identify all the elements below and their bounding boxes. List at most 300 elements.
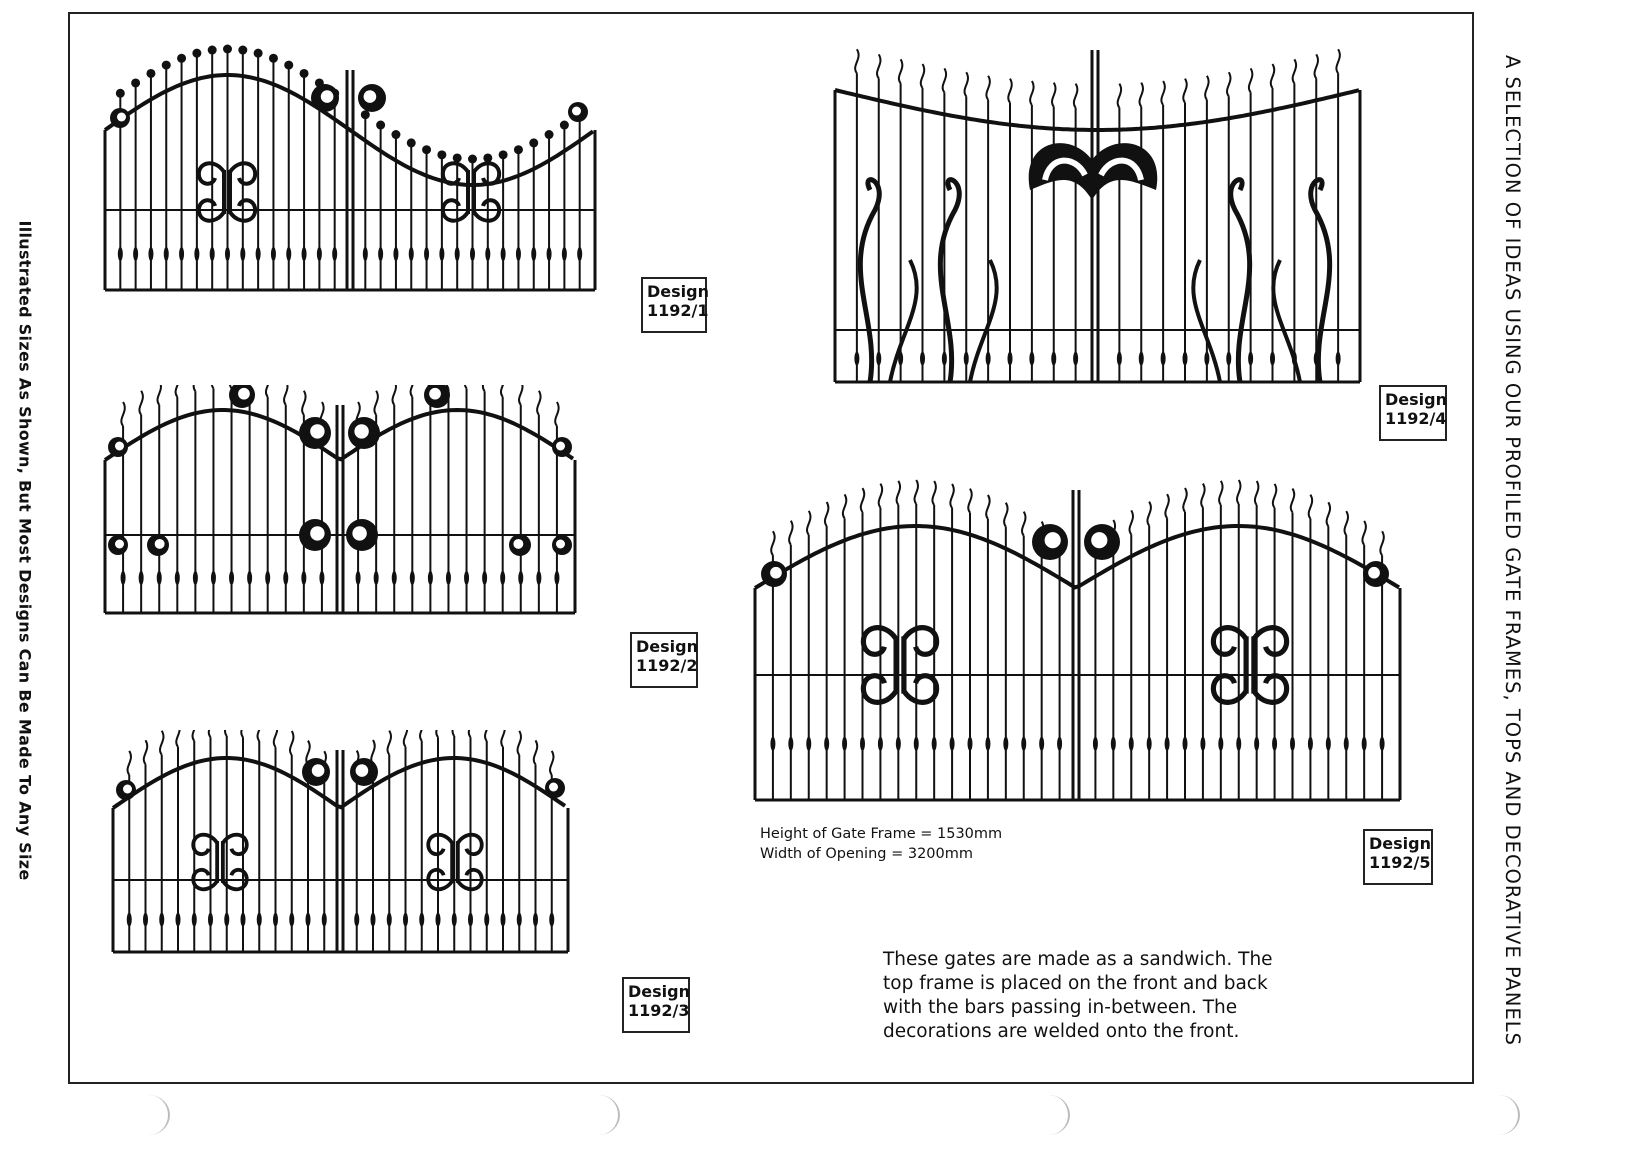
design-label-1192-5 xyxy=(1363,829,1433,885)
bar-collar xyxy=(468,913,473,927)
flame-finial xyxy=(1255,481,1258,505)
bar-collar xyxy=(446,571,451,585)
flame-finial xyxy=(1273,484,1276,508)
finial xyxy=(162,61,171,70)
scroll-eye xyxy=(310,424,324,438)
flame-finial xyxy=(1147,502,1150,526)
flame-finial xyxy=(1293,59,1296,83)
flame-finial xyxy=(943,68,946,92)
scroll-eye xyxy=(1091,532,1107,548)
flame-finial xyxy=(1183,79,1186,103)
scroll-eye xyxy=(321,90,334,103)
bar-collar xyxy=(788,737,793,751)
bar-collar xyxy=(1200,737,1205,751)
flame-finial xyxy=(1074,84,1077,108)
bar-collar xyxy=(210,247,215,261)
flame-finial xyxy=(388,731,391,755)
flame-finial xyxy=(1309,495,1312,519)
bar-collar xyxy=(301,571,306,585)
bar-collar xyxy=(950,737,955,751)
flame-finial xyxy=(1165,494,1168,518)
scroll-eye xyxy=(549,783,558,792)
bar-collar xyxy=(516,247,521,261)
bar-collar xyxy=(322,913,327,927)
scroll-eye xyxy=(513,539,523,549)
binder-hole xyxy=(578,1095,620,1135)
bar-collar xyxy=(143,913,148,927)
finial xyxy=(422,145,431,154)
flame-finial xyxy=(392,385,395,405)
bar-collar xyxy=(1051,352,1056,366)
bar-collar xyxy=(229,571,234,585)
scroll-eye xyxy=(364,90,377,103)
bar-collar xyxy=(286,247,291,261)
bar-collar xyxy=(517,913,522,927)
bar-collar xyxy=(1147,737,1152,751)
finial xyxy=(453,153,462,162)
design-label-1192-2 xyxy=(630,632,698,688)
finial xyxy=(116,89,125,98)
flame-finial xyxy=(1118,84,1121,108)
bar-collar xyxy=(159,913,164,927)
bar-collar xyxy=(536,571,541,585)
bar-collar xyxy=(806,737,811,751)
design-word: Design xyxy=(647,282,709,301)
flame-finial xyxy=(932,481,935,505)
flame-finial xyxy=(807,511,810,535)
binder-hole xyxy=(128,1095,170,1135)
flame-finial xyxy=(1201,484,1204,508)
gate-dimensions xyxy=(760,824,1002,864)
flame-finial xyxy=(501,730,504,747)
bar-collar xyxy=(482,571,487,585)
flame-finial xyxy=(212,385,215,388)
bar-collar xyxy=(1344,737,1349,751)
plant-tendril xyxy=(970,260,997,382)
bar-collar xyxy=(501,913,506,927)
bar-collar xyxy=(371,913,376,927)
side-caption-left xyxy=(10,219,40,881)
bar-collar xyxy=(1093,737,1098,751)
top-frame-curve xyxy=(113,758,565,808)
flame-finial xyxy=(1004,503,1007,527)
design-label-1192-1 xyxy=(641,277,707,333)
bar-collar xyxy=(942,352,947,366)
flame-finial xyxy=(485,730,488,741)
flame-finial xyxy=(771,531,774,555)
bar-collar xyxy=(1226,352,1231,366)
flame-finial xyxy=(144,740,147,764)
finial xyxy=(391,130,400,139)
bar-collar xyxy=(914,737,919,751)
design-code: 1192/1 xyxy=(647,301,709,320)
design-label-1192-4 xyxy=(1379,385,1447,441)
flame-finial xyxy=(302,391,305,415)
flame-finial xyxy=(986,76,989,100)
bar-collar xyxy=(157,571,162,585)
bar-collar xyxy=(356,571,361,585)
bar-collar xyxy=(257,913,262,927)
flame-finial xyxy=(1052,83,1055,107)
finial xyxy=(437,150,446,159)
flame-finial xyxy=(404,730,407,747)
bar-collar xyxy=(1270,352,1275,366)
bar-collar xyxy=(533,913,538,927)
flame-finial xyxy=(284,385,287,405)
scroll-eye xyxy=(352,526,366,540)
flame-finial xyxy=(1008,79,1011,103)
scroll-eye xyxy=(556,540,565,549)
bar-collar xyxy=(224,913,229,927)
side-caption-right xyxy=(1495,30,1531,1070)
bar-collar xyxy=(452,913,457,927)
bar-collar xyxy=(876,352,881,366)
bar-collar xyxy=(392,571,397,585)
flame-finial xyxy=(274,730,277,747)
flame-finial xyxy=(518,731,521,755)
bar-collar xyxy=(1165,737,1170,751)
flame-finial xyxy=(453,730,456,736)
flame-finial xyxy=(1183,488,1186,512)
finial xyxy=(146,69,155,78)
bar-collar xyxy=(1117,352,1122,366)
finial xyxy=(560,121,569,130)
flame-finial xyxy=(469,730,472,737)
design-code: 1192/3 xyxy=(628,1001,690,1020)
top-frame-curve xyxy=(755,526,1399,588)
flame-finial xyxy=(160,731,163,755)
bar-collar xyxy=(920,352,925,366)
bar-collar xyxy=(164,247,169,261)
flame-finial xyxy=(374,391,377,415)
flame-finial xyxy=(877,54,880,78)
design-code: 1192/2 xyxy=(636,656,698,675)
bar-collar xyxy=(562,247,567,261)
bar-collar xyxy=(1183,737,1188,751)
flame-finial xyxy=(1237,480,1240,504)
butterfly-ornament xyxy=(443,163,499,220)
bar-collar xyxy=(439,247,444,261)
bar-collar xyxy=(317,247,322,261)
flame-finial xyxy=(465,385,468,388)
plant-tendril xyxy=(1273,260,1300,382)
bar-collar xyxy=(387,913,392,927)
flame-finial xyxy=(879,484,882,508)
bar-collar xyxy=(501,247,506,261)
top-frame-curve xyxy=(105,75,593,185)
flame-finial xyxy=(193,730,196,741)
scroll-eye xyxy=(429,388,441,400)
bar-collar xyxy=(192,913,197,927)
bar-collar xyxy=(549,913,554,927)
butterfly-ornament xyxy=(863,628,936,703)
flame-finial xyxy=(825,502,828,526)
bar-collar xyxy=(1129,737,1134,751)
flame-finial xyxy=(1291,488,1294,512)
finial xyxy=(529,138,538,147)
bar-collar xyxy=(1362,737,1367,751)
flame-finial xyxy=(1271,64,1274,88)
flame-finial xyxy=(128,751,131,775)
bar-collar xyxy=(1248,352,1253,366)
bar-collar xyxy=(485,247,490,261)
flame-finial xyxy=(1161,81,1164,105)
flame-finial xyxy=(789,521,792,545)
flame-finial xyxy=(194,385,197,391)
bar-collar xyxy=(878,737,883,751)
scroll-eye xyxy=(115,442,124,451)
bar-collar xyxy=(547,247,552,261)
flame-finial xyxy=(950,484,953,508)
bar-collar xyxy=(127,913,132,927)
finial xyxy=(254,49,263,58)
bar-collar xyxy=(410,571,415,585)
design-word: Design xyxy=(1369,834,1431,853)
bar-collar xyxy=(193,571,198,585)
bar-collar xyxy=(319,571,324,585)
bar-collar xyxy=(986,352,991,366)
flame-finial xyxy=(555,402,558,426)
flame-finial xyxy=(899,59,902,83)
bar-collar xyxy=(1073,352,1078,366)
bar-collar xyxy=(428,571,433,585)
bar-collar xyxy=(985,737,990,751)
bar-collar xyxy=(1290,737,1295,751)
finial xyxy=(300,69,309,78)
bar-collar xyxy=(1111,737,1116,751)
bar-collar xyxy=(424,247,429,261)
bar-collar xyxy=(455,247,460,261)
binder-hole xyxy=(1028,1095,1070,1135)
flame-finial xyxy=(1030,81,1033,105)
scroll-eye xyxy=(556,442,565,451)
gate-drawing-1192-4 xyxy=(830,30,1370,410)
bar-collar xyxy=(1204,352,1209,366)
bar-collar xyxy=(1218,737,1223,751)
bar-collar xyxy=(306,913,311,927)
finial xyxy=(192,49,201,58)
flame-finial xyxy=(139,391,142,415)
finial xyxy=(208,46,217,55)
bar-collar xyxy=(964,352,969,366)
butterfly-ornament xyxy=(193,835,246,890)
bar-collar xyxy=(179,247,184,261)
bar-collar xyxy=(842,737,847,751)
bar-collar xyxy=(518,571,523,585)
bar-collar xyxy=(302,247,307,261)
bar-collar xyxy=(208,913,213,927)
bar-collar xyxy=(770,737,775,751)
design-word: Design xyxy=(636,637,698,656)
bar-collar xyxy=(500,571,505,585)
flame-finial xyxy=(519,385,522,405)
flame-finial xyxy=(968,489,971,513)
bar-collar xyxy=(1326,737,1331,751)
bar-collar xyxy=(240,247,245,261)
bar-collar xyxy=(363,247,368,261)
gate-height: Height of Gate Frame = 1530mm xyxy=(760,826,1003,842)
bar-collar xyxy=(378,247,383,261)
flame-finial xyxy=(501,385,504,397)
flame-finial xyxy=(1227,72,1230,96)
bar-collar xyxy=(1236,737,1241,751)
design-label-1192-3 xyxy=(622,977,690,1033)
finial xyxy=(468,155,477,164)
bar-collar xyxy=(118,247,123,261)
bar-collar xyxy=(1008,352,1013,366)
plant-tendril xyxy=(1231,180,1250,382)
bar-collar xyxy=(470,247,475,261)
scroll-eye xyxy=(123,785,132,794)
finial xyxy=(545,130,554,139)
selection-heading: A SELECTION OF IDEAS USING OUR PROFILED GATE FRAMES, TOPS AND DECORATIVE PANELS xyxy=(1501,54,1525,1046)
flame-finial xyxy=(436,730,439,737)
bar-collar xyxy=(1254,737,1259,751)
finial xyxy=(361,110,370,119)
bar-collar xyxy=(273,913,278,927)
bar-collar xyxy=(283,571,288,585)
finial xyxy=(376,121,385,130)
bar-collar xyxy=(265,571,270,585)
bar-collar xyxy=(241,913,246,927)
finial xyxy=(223,45,232,54)
bar-collar xyxy=(1057,737,1062,751)
bar-collar xyxy=(256,247,261,261)
plant-tendril xyxy=(890,260,917,382)
flame-finial xyxy=(1327,502,1330,526)
scroll-eye xyxy=(770,567,782,579)
bar-collar xyxy=(436,913,441,927)
flame-finial xyxy=(897,481,900,505)
bar-collar xyxy=(554,571,559,585)
gate-drawing-1192-3 xyxy=(108,730,618,1010)
scroll-eye xyxy=(115,540,124,549)
flame-finial xyxy=(157,385,160,405)
flame-finial xyxy=(1205,76,1208,100)
flame-finial xyxy=(537,391,540,415)
bar-collar xyxy=(1380,737,1385,751)
finial xyxy=(269,54,278,63)
flame-finial xyxy=(241,730,244,737)
bar-collar xyxy=(148,247,153,261)
flame-finial xyxy=(855,49,858,73)
bar-collar xyxy=(1161,352,1166,366)
scroll-eye xyxy=(155,539,165,549)
design-word: Design xyxy=(1385,390,1447,409)
finial xyxy=(238,46,247,55)
flame-finial xyxy=(1249,68,1252,92)
gate-drawing-1192-5 xyxy=(750,470,1410,820)
scroll-eye xyxy=(238,388,250,400)
flame-finial xyxy=(1219,481,1222,505)
flame-finial xyxy=(1130,510,1133,534)
scroll-eye xyxy=(117,113,126,122)
bar-collar xyxy=(176,913,181,927)
flame-finial xyxy=(266,385,269,397)
bar-collar xyxy=(1272,737,1277,751)
flame-finial xyxy=(1315,54,1318,78)
bar-collar xyxy=(484,913,489,927)
bar-collar xyxy=(577,247,582,261)
scroll-eye xyxy=(312,764,325,777)
bar-collar xyxy=(968,737,973,751)
flame-finial xyxy=(915,480,918,504)
flame-finial xyxy=(209,730,212,737)
butterfly-ornament xyxy=(1213,628,1286,703)
design-word: Design xyxy=(628,982,690,1001)
flame-finial xyxy=(411,385,414,397)
flame-finial xyxy=(1362,521,1365,545)
scroll-eye xyxy=(1045,532,1061,548)
bar-collar xyxy=(419,913,424,927)
bar-collar xyxy=(247,571,252,585)
flame-finial xyxy=(176,385,179,397)
scroll-eye xyxy=(356,764,369,777)
bar-collar xyxy=(1029,352,1034,366)
bar-collar xyxy=(409,247,414,261)
plant-tendril xyxy=(940,180,959,382)
design-code: 1192/4 xyxy=(1385,409,1447,428)
flame-finial xyxy=(1140,83,1143,107)
flame-finial xyxy=(420,730,423,741)
finial xyxy=(483,153,492,162)
flame-finial xyxy=(225,730,228,736)
flame-finial xyxy=(1380,531,1383,555)
finial xyxy=(284,61,293,70)
flame-finial xyxy=(534,740,537,764)
scroll-eye xyxy=(354,424,368,438)
bar-collar xyxy=(133,247,138,261)
flame-finial xyxy=(550,751,553,775)
plant-tendril xyxy=(860,180,879,382)
bar-collar xyxy=(393,247,398,261)
bar-collar xyxy=(175,571,180,585)
gate-width: Width of Opening = 3200mm xyxy=(760,846,973,862)
flame-finial xyxy=(1345,511,1348,535)
bar-collar xyxy=(374,571,379,585)
flame-finial xyxy=(965,72,968,96)
bar-collar xyxy=(354,913,359,927)
bar-collar xyxy=(121,571,126,585)
design-code: 1192/5 xyxy=(1369,853,1431,872)
bar-collar xyxy=(531,247,536,261)
bar-collar xyxy=(211,571,216,585)
finial xyxy=(499,150,508,159)
bar-collar xyxy=(332,247,337,261)
bar-collar xyxy=(139,571,144,585)
bar-collar xyxy=(860,737,865,751)
sizes-note: Illustrated Sizes As Shown, But Most Designs Can Be Made To Any Size xyxy=(15,219,35,881)
scroll-eye xyxy=(310,526,324,540)
gate-drawing-1192-2 xyxy=(100,385,620,655)
bar-collar xyxy=(225,247,230,261)
finial xyxy=(177,54,186,63)
flame-finial xyxy=(1336,49,1339,73)
flame-finial xyxy=(290,731,293,755)
flame-finial xyxy=(843,494,846,518)
flame-finial xyxy=(986,495,989,519)
bar-collar xyxy=(1336,352,1341,366)
bar-collar xyxy=(1139,352,1144,366)
gate-drawing-1192-1 xyxy=(100,30,640,310)
bar-collar xyxy=(194,247,199,261)
bar-collar xyxy=(1021,737,1026,751)
bar-collar xyxy=(932,737,937,751)
binder-hole xyxy=(1478,1095,1520,1135)
finial xyxy=(131,78,140,87)
scroll-eye xyxy=(572,107,581,116)
bar-collar xyxy=(403,913,408,927)
